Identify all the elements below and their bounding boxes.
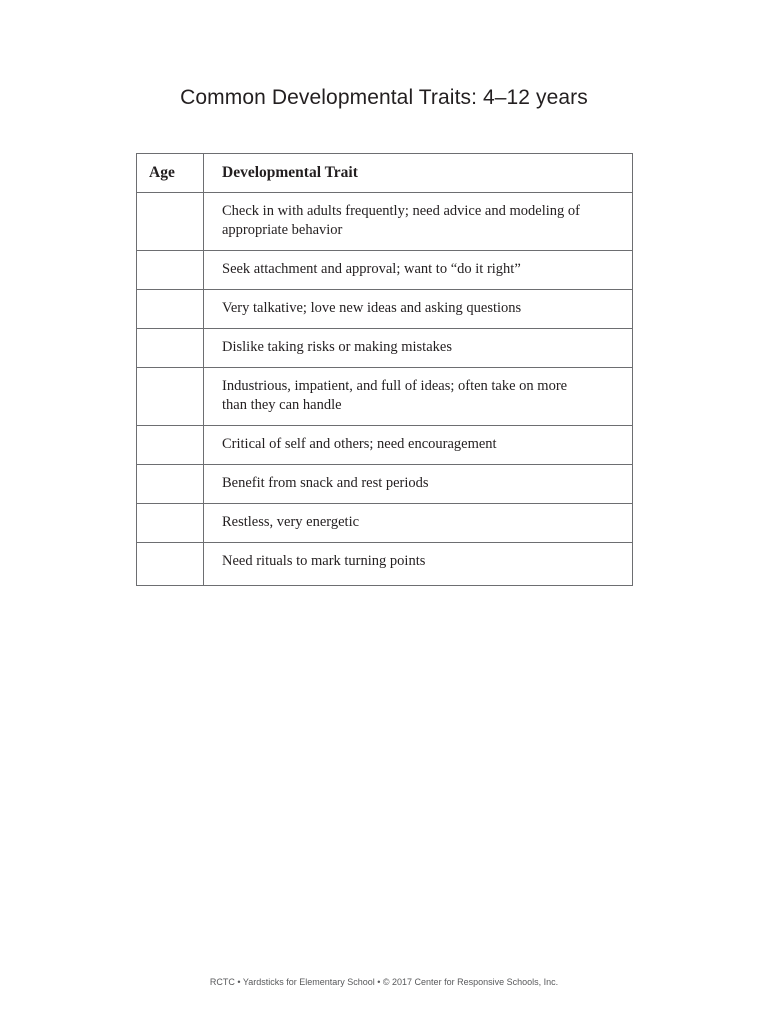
age-cell bbox=[137, 290, 204, 329]
age-cell bbox=[137, 193, 204, 251]
age-column-header: Age bbox=[137, 154, 204, 193]
trait-column-header: Developmental Trait bbox=[204, 154, 633, 193]
table-row bbox=[137, 290, 633, 329]
page-footer: RCTC • Yardsticks for Elementary School • © 2017 Center for Responsive Schools, Inc. bbox=[209, 977, 559, 987]
table-header-row bbox=[137, 154, 633, 193]
trait-cell: Need rituals to mark turning points bbox=[204, 543, 633, 586]
trait-cell: Very talkative; love new ideas and asking questions bbox=[204, 290, 633, 329]
trait-cell: Seek attachment and approval; want to “do it right” bbox=[204, 251, 633, 290]
age-cell bbox=[137, 543, 204, 586]
trait-cell: Benefit from snack and rest periods bbox=[204, 465, 633, 504]
table-row bbox=[137, 426, 633, 465]
table-row bbox=[137, 193, 633, 251]
trait-cell: Check in with adults frequently; need advice and modeling of appropriate behavior bbox=[204, 193, 633, 251]
trait-cell: Restless, very energetic bbox=[204, 504, 633, 543]
age-cell bbox=[137, 504, 204, 543]
table-row bbox=[137, 251, 633, 290]
trait-cell: Critical of self and others; need encouragement bbox=[204, 426, 633, 465]
age-cell bbox=[137, 251, 204, 290]
age-cell bbox=[137, 368, 204, 426]
age-cell bbox=[137, 329, 204, 368]
table-row bbox=[137, 465, 633, 504]
table-row bbox=[137, 329, 633, 368]
trait-cell: Industrious, impatient, and full of ideas; often take on more than they can handle bbox=[204, 368, 633, 426]
age-cell bbox=[137, 465, 204, 504]
table-row bbox=[137, 504, 633, 543]
table-row bbox=[137, 543, 633, 586]
developmental-traits-table bbox=[136, 153, 633, 586]
table-row bbox=[137, 368, 633, 426]
age-cell bbox=[137, 426, 204, 465]
trait-cell: Dislike taking risks or making mistakes bbox=[204, 329, 633, 368]
page-title: Common Developmental Traits: 4–12 years bbox=[180, 86, 588, 109]
